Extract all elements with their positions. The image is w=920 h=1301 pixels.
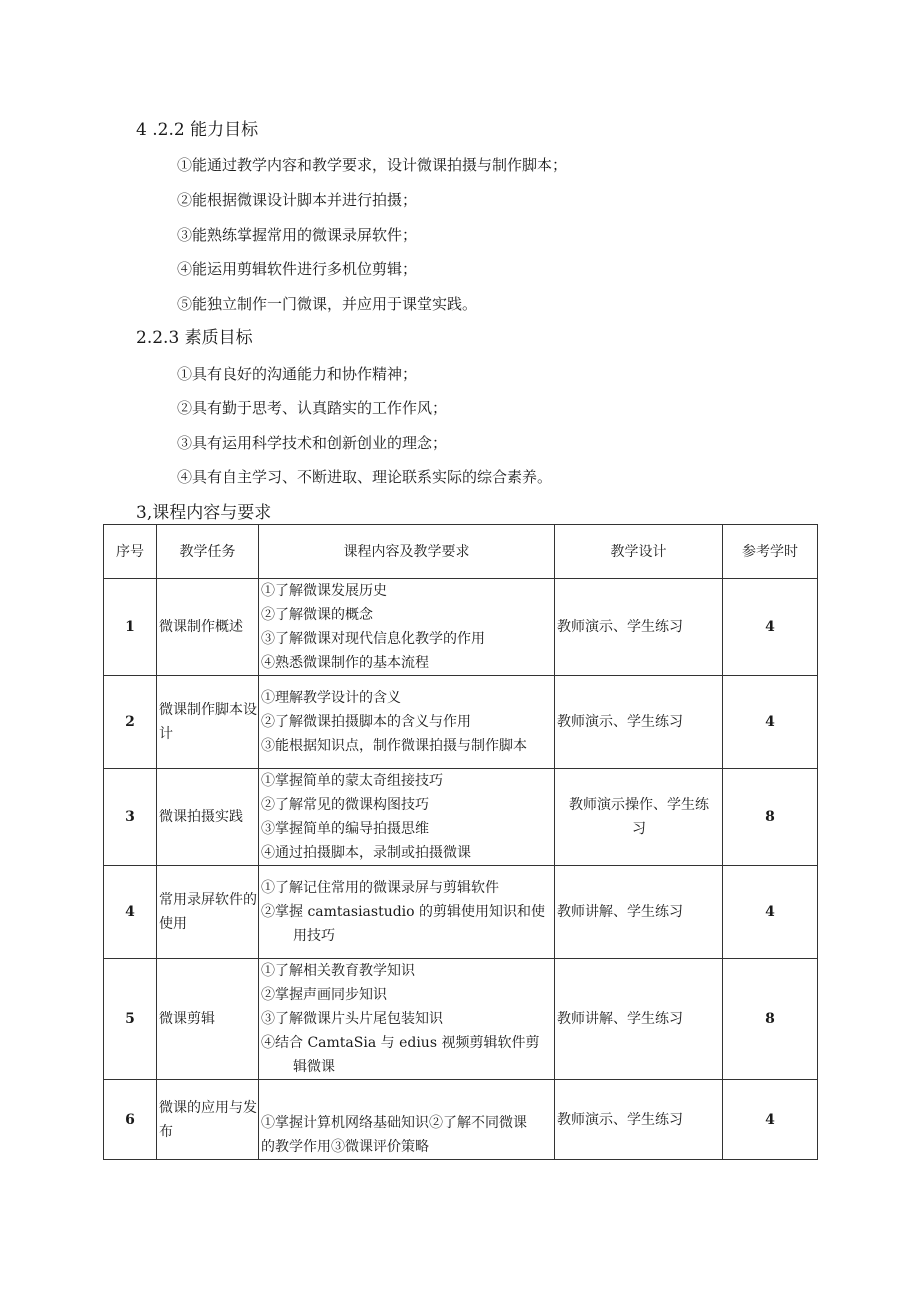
quality-goal-item: ①具有良好的沟通能力和协作精神； xyxy=(177,365,418,383)
task-text: 常用录屏软件的使用 xyxy=(159,892,257,932)
cell-hours: 8 xyxy=(723,959,818,1080)
cell-hours: 4 xyxy=(723,676,818,769)
content-line: ③了解微课片头片尾包装知识 xyxy=(261,1011,443,1027)
cell-design: 教师演示、学生练习 xyxy=(555,676,723,769)
header-cell-content: 课程内容及教学要求 xyxy=(259,525,555,579)
ability-goal-item: ①能通过教学内容和教学要求，设计微课拍摄与制作脚本； xyxy=(177,156,568,174)
cell-task xyxy=(157,866,259,959)
cell-content xyxy=(259,1080,555,1160)
cell-no: 6 xyxy=(104,1080,157,1160)
content-line: ①理解教学设计的含义 xyxy=(261,690,401,706)
content-line: ③能根据知识点，制作微课拍摄与制作脚本 xyxy=(261,738,527,754)
ability-goal-item: ④能运用剪辑软件进行多机位剪辑； xyxy=(177,260,418,278)
content-line: ①掌握简单的蒙太奇组接技巧 xyxy=(261,773,443,789)
content-line: ②了解常见的微课构图技巧 xyxy=(261,797,429,813)
cell-hours: 4 xyxy=(723,579,818,676)
table-row xyxy=(104,866,818,959)
table-row xyxy=(104,769,818,866)
cell-task xyxy=(157,1080,259,1160)
table-row xyxy=(104,1080,818,1160)
content-line: 用技巧 xyxy=(293,928,335,944)
cell-task: 微课剪辑 xyxy=(157,959,259,1080)
header-cell-design: 教学设计 xyxy=(555,525,723,579)
cell-task: 微课制作概述 xyxy=(157,579,259,676)
cell-content xyxy=(259,579,555,676)
cell-design: 教师讲解、学生练习 xyxy=(555,866,723,959)
cell-no: 2 xyxy=(104,676,157,769)
cell-hours: 4 xyxy=(723,1080,818,1160)
ability-goal-item: ②能根据微课设计脚本并进行拍摄； xyxy=(177,191,418,209)
cell-design: 教师讲解、学生练习 xyxy=(555,959,723,1080)
quality-goal-item: ④具有自主学习、不断进取、理论联系实际的综合素养。 xyxy=(177,468,553,486)
content-line: ④结合 CamtaSia 与 edius 视频剪辑软件剪 xyxy=(261,1035,540,1051)
cell-no: 3 xyxy=(104,769,157,866)
cell-task xyxy=(157,676,259,769)
table-row xyxy=(104,676,818,769)
content-line: ③了解微课对现代信息化教学的作用 xyxy=(261,631,485,647)
course-content-table xyxy=(103,524,818,1160)
content-line: ④熟悉微课制作的基本流程 xyxy=(261,655,429,671)
cell-design xyxy=(555,769,723,866)
cell-design: 教师演示、学生练习 xyxy=(555,579,723,676)
content-line: ④通过拍摄脚本，录制或拍摄微课 xyxy=(261,845,471,861)
content-line: 的教学作用③微课评价策略 xyxy=(261,1139,429,1155)
content-line: ①掌握计算机网络基础知识②了解不同微课 xyxy=(261,1115,527,1131)
task-text: 微课的应用与发布 xyxy=(159,1099,257,1140)
content-line: ①了解微课发展历史 xyxy=(261,583,387,599)
design-text: 教师演示操作、学生练习 xyxy=(569,797,709,837)
header-cell-task: 教学任务 xyxy=(157,525,259,579)
cell-no: 4 xyxy=(104,866,157,959)
content-line: ①了解相关教育教学知识 xyxy=(261,963,415,979)
quality-goal-item: ②具有勤于思考、认真踏实的工作作风； xyxy=(177,399,448,417)
cell-content xyxy=(259,769,555,866)
content-line: ③掌握简单的编导拍摄思维 xyxy=(261,821,429,837)
cell-content xyxy=(259,676,555,769)
content-line: 辑微课 xyxy=(293,1059,335,1075)
cell-hours: 8 xyxy=(723,769,818,866)
content-line: ②了解微课的概念 xyxy=(261,607,373,623)
section-heading-quality-goals: 2.2.3 素质目标 xyxy=(136,328,253,348)
header-cell-hours: 参考学时 xyxy=(723,525,818,579)
cell-content xyxy=(259,959,555,1080)
table-row xyxy=(104,959,818,1080)
table-header-row xyxy=(104,525,818,579)
header-cell-no: 序号 xyxy=(104,525,157,579)
ability-goal-item: ③能熟练掌握常用的微课录屏软件； xyxy=(177,226,418,244)
section-heading-course-content: 3,课程内容与要求 xyxy=(136,503,272,523)
cell-no: 5 xyxy=(104,959,157,1080)
cell-hours: 4 xyxy=(723,866,818,959)
cell-no: 1 xyxy=(104,579,157,676)
cell-design: 教师演示、学生练习 xyxy=(555,1080,723,1160)
content-line: ②了解微课拍摄脚本的含义与作用 xyxy=(261,714,471,730)
content-line: ②掌握声画同步知识 xyxy=(261,987,387,1003)
cell-task: 微课拍摄实践 xyxy=(157,769,259,866)
table-row xyxy=(104,579,818,676)
section-heading-ability-goals: 4 .2.2 能力目标 xyxy=(136,120,259,140)
ability-goal-item: ⑤能独立制作一门微课，并应用于课堂实践。 xyxy=(177,295,478,313)
quality-goal-item: ③具有运用科学技术和创新创业的理念； xyxy=(177,434,448,452)
content-line: ②掌握 camtasiastudio 的剪辑使用知识和使 xyxy=(261,904,546,920)
content-line: ①了解记住常用的微课录屏与剪辑软件 xyxy=(261,880,499,896)
cell-content xyxy=(259,866,555,959)
task-text: 微课制作脚本设计 xyxy=(159,702,257,742)
